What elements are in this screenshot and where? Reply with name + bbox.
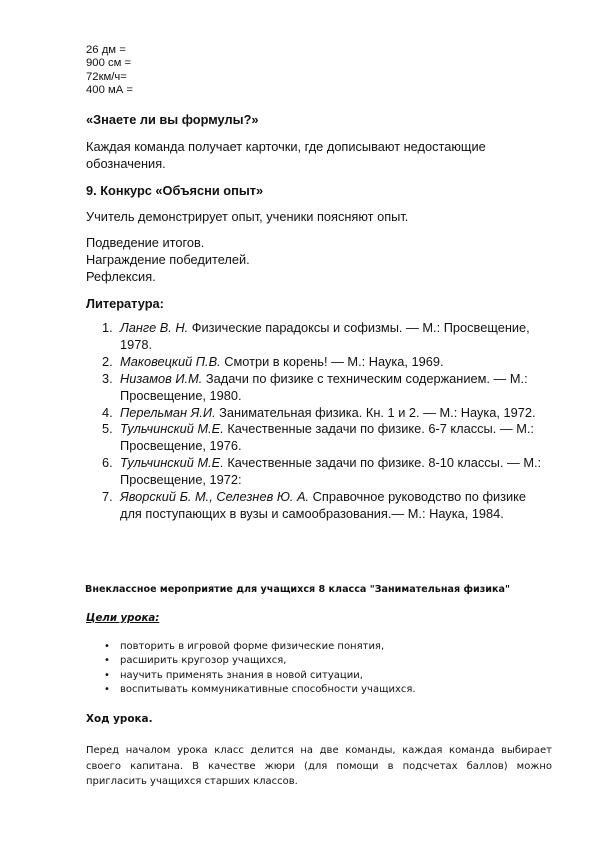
unit-conversion-list bbox=[86, 44, 133, 98]
literature-item: 3. Низамов И.М. Задачи по физике с техническим содержанием. — М.: Просвещение, 1980. bbox=[102, 370, 528, 403]
literature-item: 4. Перельман Я.И. Занимательная физика. Кн. 1 и 2. — М.: Наука, 1972. bbox=[102, 404, 536, 420]
summary-block bbox=[86, 234, 250, 285]
goal-item: • расширить кругозор учащихся, bbox=[86, 654, 416, 668]
literature-item: 7. Яворский Б. М., Селезнев Ю. А. Справочное руководство по физике для поступающих в вузы и самообразования.— М.: Наука, 1984. bbox=[102, 489, 527, 521]
event-title: Внеклассное мероприятие для учащихся 8 класса "Занимательная физика" bbox=[85, 584, 510, 595]
literature-author: Тульчинский М.Е. bbox=[120, 421, 224, 437]
summary-line: Награждение победителей. bbox=[86, 252, 250, 267]
literature-author: Перельман Я.И. bbox=[120, 404, 216, 420]
goal-item: • повторить в игровой форме физические понятия, bbox=[86, 640, 416, 654]
goals-list bbox=[86, 640, 416, 697]
goals-heading: Цели урока: bbox=[86, 613, 160, 624]
bullet-icon: • bbox=[104, 641, 110, 652]
unit-line: 900 см = bbox=[86, 57, 132, 70]
literature-author: Низамов И.М. bbox=[120, 370, 203, 386]
unit-line: 72км/ч= bbox=[86, 70, 127, 83]
quiz-formulas-text: Каждая команда получает карточки, где дописывают недостающие обозначения. bbox=[86, 139, 486, 171]
literature-author: Яворский Б. М., Селезнев Ю. А. bbox=[120, 489, 310, 505]
literature-item: 5. Тульчинский М.Е. Качественные задачи по физике. 6-7 классы. — М.: Просвещение, 1976. bbox=[102, 421, 534, 454]
lesson-plan-text: Перед началом урока класс делится на две команды, каждая команда выбирает своего капитана. В качестве жюри (для помощи в подсчетах баллов) можно пригласить учащихся старших классов. bbox=[86, 745, 552, 787]
summary-line: Подведение итогов. bbox=[86, 235, 205, 250]
literature-item: 6. Тульчинский М.Е. Качественные задачи по физике. 8-10 классы. — М.: Просвещение, 1972: bbox=[102, 455, 542, 488]
bullet-icon: • bbox=[104, 683, 110, 695]
literature-author: Маковецкий П.В. bbox=[120, 353, 221, 369]
bullet-icon: • bbox=[104, 669, 110, 681]
contest-9-text: Учитель демонстрирует опыт, ученики поясняют опыт. bbox=[86, 209, 409, 224]
literature-list bbox=[86, 320, 546, 523]
literature-item: 2. Маковецкий П.В. Смотри в корень! — М.: Наука, 1969. bbox=[102, 353, 444, 369]
literature-author: Ланге В. Н. bbox=[120, 320, 189, 335]
goal-item: • воспитывать коммуникативные способности учащихся. bbox=[86, 683, 416, 697]
contest-9-heading: 9. Конкурс «Объясни опыт» bbox=[86, 183, 264, 198]
bullet-icon: • bbox=[104, 655, 110, 667]
literature-item: 1. Ланге В. Н. Физические парадоксы и софизмы. — М.: Просвещение, 1978. bbox=[102, 320, 530, 352]
unit-line: 400 мА = bbox=[86, 84, 134, 97]
quiz-formulas-heading: «Знаете ли вы формулы?» bbox=[86, 112, 259, 127]
literature-heading: Литература: bbox=[86, 296, 164, 311]
lesson-plan-heading: Ход урока. bbox=[86, 713, 153, 725]
unit-line: 26 дм = bbox=[86, 44, 126, 56]
literature-author: Тульчинский М.Е. bbox=[120, 455, 224, 471]
summary-line: Рефлексия. bbox=[86, 269, 156, 284]
goal-item: • научить применять знания в новой ситуации, bbox=[86, 669, 416, 683]
